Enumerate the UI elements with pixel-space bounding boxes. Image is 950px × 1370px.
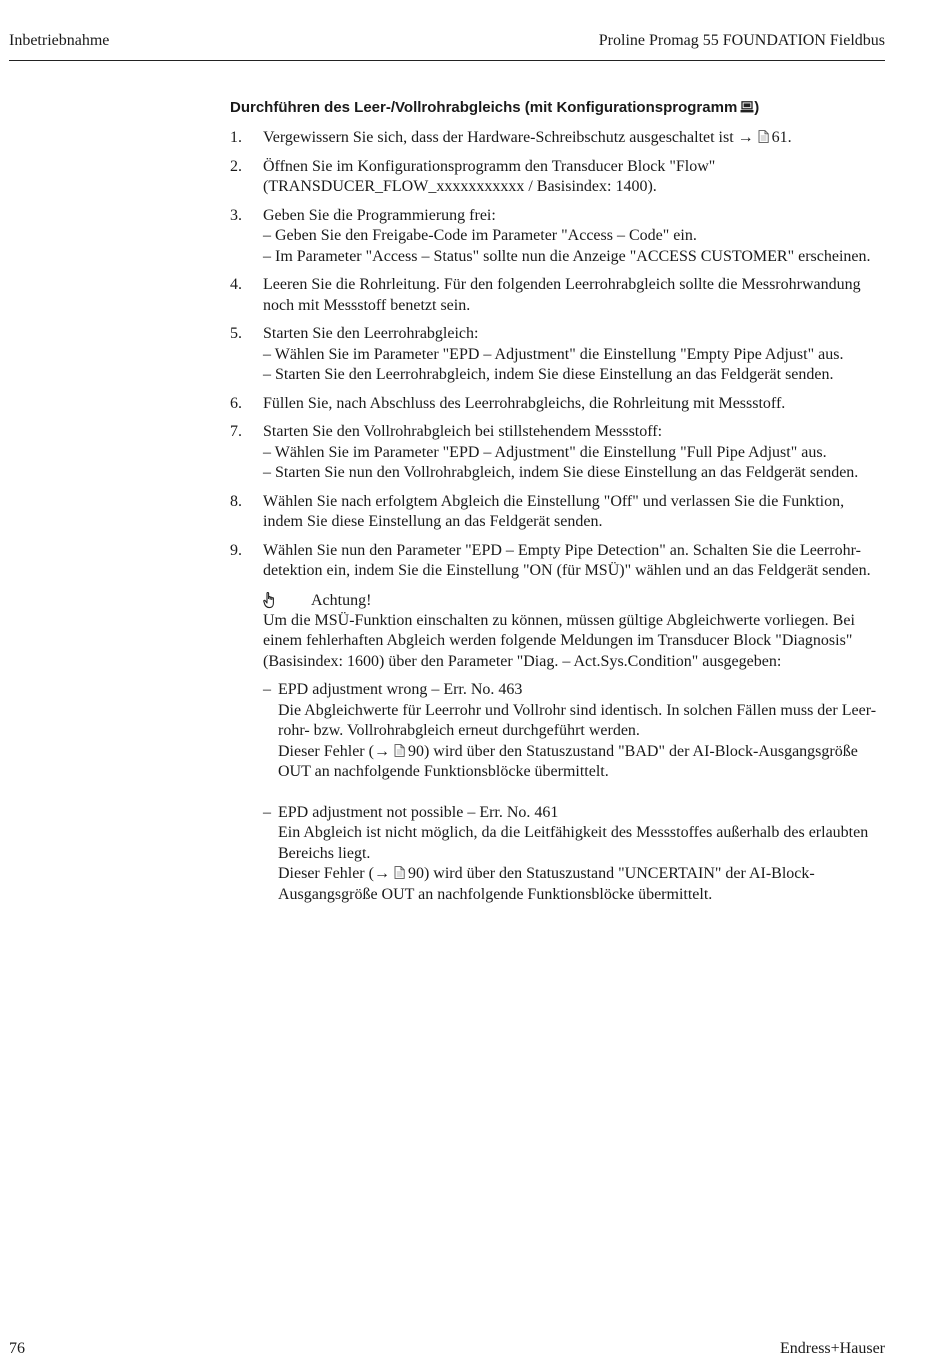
step-subtext: – Wählen Sie im Parameter "EPD – Adjustment" die Einstellung "Empty Pipe Adjust" aus. — [263, 345, 844, 363]
page-reference-icon — [394, 744, 405, 757]
step-ref: 61. — [771, 129, 792, 146]
header-section: Inbetriebnahme — [9, 32, 110, 49]
steps-list — [230, 128, 886, 582]
step-number: 8. — [230, 492, 242, 510]
note-text: Um die MSÜ-Funktion einschalten zu können, müssen gültige Abgleichwerte vorliegen. Bei einem fehlerhaften Abgleich werden folgende Meldungen im Transducer Block "Diagnosis" (Basisindex: 1600) über den Parameter "Diag. – Act.Sys.Condition" ausgegeben: — [263, 611, 855, 670]
step-text: Starten Sie den Leerrohrabgleich: — [263, 325, 479, 342]
caution-note — [230, 591, 886, 906]
footer-brand: Endress+Hauser — [780, 1340, 885, 1357]
step-subtext: – Im Parameter "Access – Status" sollte nun die Anzeige "ACCESS CUSTOMER" erscheinen. — [263, 247, 871, 265]
computer-icon — [740, 101, 754, 113]
step-item — [230, 492, 886, 533]
error-ref-pre: Dieser Fehler (→ — [278, 865, 390, 882]
step-text: Füllen Sie, nach Abschluss des Leerrohrabgleichs, die Rohrleitung mit Messstoff. — [263, 394, 786, 412]
error-text: OUT an nachfolgende Funktionsblöcke übermittelt. — [278, 763, 609, 780]
step-text: (TRANSDUCER_FLOW_xxxxxxxxxxx / Basisindex: 1400). — [263, 178, 657, 195]
step-subtext: – Wählen Sie im Parameter "EPD – Adjustment" die Einstellung "Full Pipe Adjust" aus. — [263, 443, 827, 461]
error-text — [278, 742, 886, 763]
section-title-close: ) — [754, 99, 760, 116]
step-text: Wählen Sie nun den Parameter "EPD – Empty Pipe Detection" an. Schalten Sie die Leerrohr- — [263, 541, 861, 559]
error-text: Die Abgleichwerte für Leerrohr und Vollrohr sind identisch. In solchen Fällen muss der Leer- — [278, 701, 877, 719]
note-heading — [263, 591, 886, 611]
step-subtext: – Starten Sie den Leerrohrabgleich, indem Sie diese Einstellung an das Feldgerät senden. — [263, 366, 834, 383]
note-title: Achtung! — [311, 591, 372, 609]
page-reference-icon — [394, 866, 405, 879]
step-text: Öffnen Sie im Konfigurationsprogramm den Transducer Block "Flow" — [263, 157, 716, 175]
step-number: 4. — [230, 276, 242, 293]
error-text: Bereichs liegt. — [278, 844, 371, 862]
page-number: 76 — [9, 1340, 25, 1357]
page-reference-icon — [758, 130, 769, 143]
step-item — [230, 541, 886, 582]
error-ref-post: 90) wird über den Statuszustand "UNCERTAIN" der AI-Block- — [407, 865, 815, 882]
error-title: EPD adjustment wrong – Err. No. 463 — [278, 681, 523, 698]
error-ref-pre: Dieser Fehler (→ — [278, 742, 390, 760]
header-product: Proline Promag 55 FOUNDATION Fieldbus — [598, 32, 885, 49]
list-dash: – — [263, 681, 271, 698]
error-item — [263, 803, 886, 906]
step-text: Starten Sie den Vollrohrabgleich bei stillstehendem Messstoff: — [263, 423, 663, 440]
step-subtext: – Starten Sie nun den Vollrohrabgleich, indem Sie diese Einstellung an das Feldgerät senden. — [263, 464, 859, 481]
step-subtext: – Geben Sie den Freigabe-Code im Parameter "Access – Code" ein. — [263, 227, 697, 244]
step-text: detektion ein, indem Sie die Einstellung "ON (für MSÜ)" wählen und an das Feldgerät senden. — [263, 562, 871, 579]
step-text: Geben Sie die Programmierung frei: — [263, 206, 496, 224]
error-ref-post: 90) wird über den Statuszustand "BAD" der AI-Block-Ausgangsgröße — [407, 742, 858, 760]
error-text: Ausgangsgröße OUT an nachfolgende Funktionsblöcke übermittelt. — [278, 885, 713, 903]
step-number: 2. — [230, 157, 242, 175]
step-number: 1. — [230, 129, 242, 146]
step-item — [230, 422, 886, 484]
step-item — [230, 394, 886, 415]
step-item — [230, 128, 886, 149]
error-list — [263, 680, 886, 905]
page-header — [9, 30, 885, 61]
step-number: 6. — [230, 394, 242, 412]
step-item — [230, 206, 886, 268]
list-dash: – — [263, 803, 271, 821]
error-text: Ein Abgleich ist nicht möglich, da die Leitfähigkeit des Messstoffes außerhalb des erlaubten — [278, 824, 869, 841]
step-number: 7. — [230, 423, 242, 440]
error-item — [263, 680, 886, 783]
step-text: Vergewissern Sie sich, dass der Hardware-Schreibschutz ausgeschaltet ist → — [263, 129, 754, 146]
main-content — [230, 96, 886, 925]
pointing-hand-icon — [263, 592, 277, 609]
section-title — [230, 96, 886, 120]
step-text: Wählen Sie nach erfolgtem Abgleich die Einstellung "Off" und verlassen Sie die Funktion, indem Sie diese Einstellung an das Feldgerät senden. — [263, 492, 845, 530]
error-text: rohr- bzw. Vollrohrabgleich erneut durchgeführt werden. — [278, 722, 640, 739]
error-title: EPD adjustment not possible – Err. No. 461 — [278, 803, 559, 821]
step-item — [230, 275, 886, 316]
error-text — [278, 864, 886, 885]
step-item — [230, 157, 886, 198]
step-number: 5. — [230, 325, 242, 342]
step-number: 3. — [230, 206, 242, 224]
step-item — [230, 324, 886, 386]
step-number: 9. — [230, 541, 242, 559]
step-text: Leeren Sie die Rohrleitung. Für den folgenden Leerrohrabgleich sollte die Messrohrwandung noch mit Messstoff benetzt sein. — [263, 276, 861, 314]
section-title-text: Durchführen des Leer-/Vollrohrabgleichs (mit Konfigurationsprogramm — [230, 99, 738, 116]
